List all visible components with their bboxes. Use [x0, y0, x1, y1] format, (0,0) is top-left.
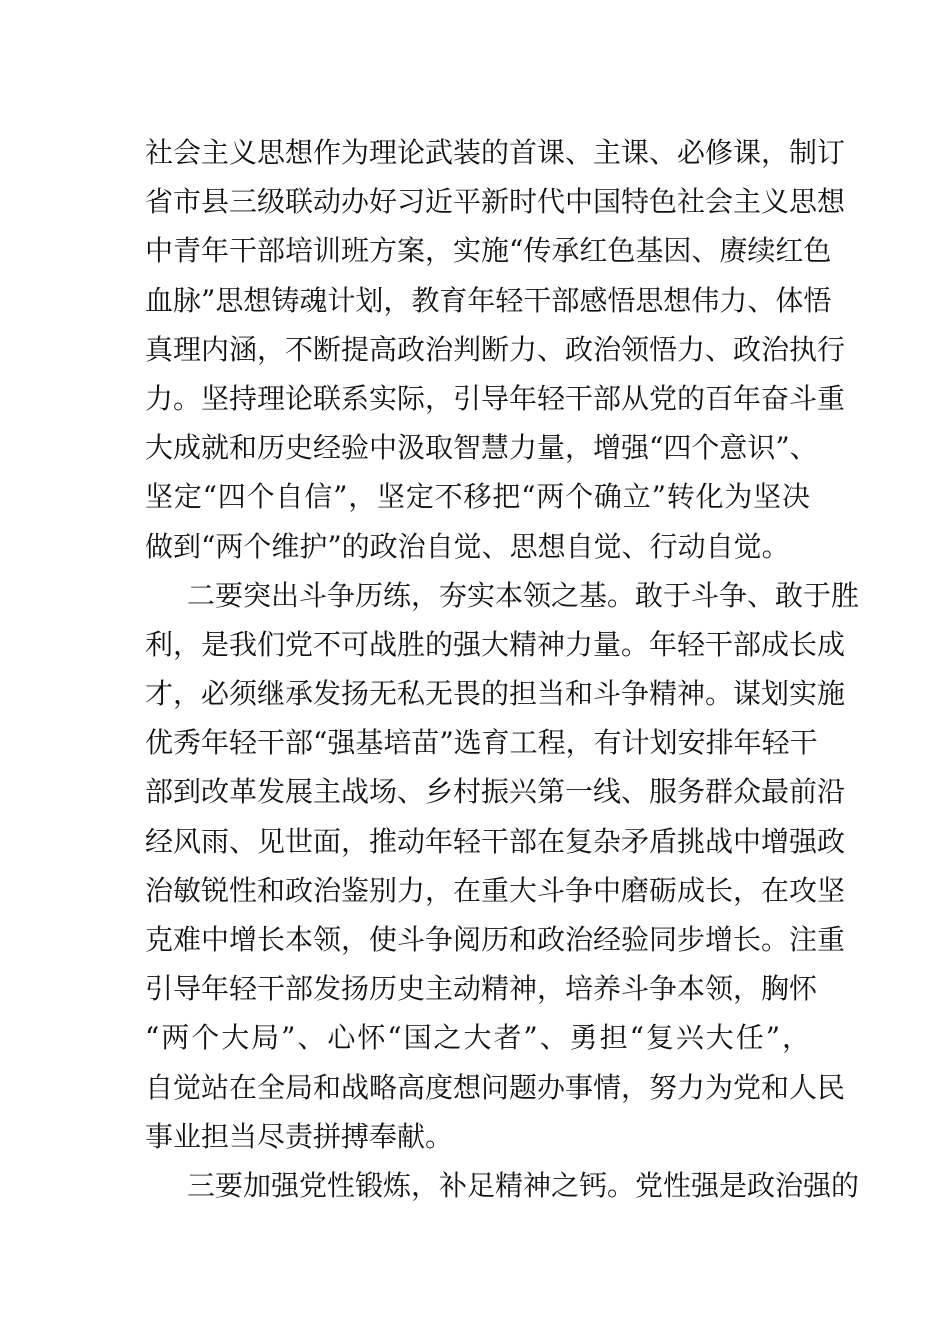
text-line: 血脉”思想铸魂计划，教育年轻干部感悟思想伟力、体悟	[145, 283, 832, 317]
text-line: 做到“两个维护”的政治自觉、思想自觉、行动自觉。	[145, 529, 790, 563]
text-line: 部到改革发展主战场、乡村振兴第一线、服务群众最前沿	[145, 775, 846, 809]
text-line: 社会主义思想作为理论武装的首课、主课、必修课，制订	[145, 136, 846, 169]
text-line: 事业担当尽责拼搏奉献。	[145, 1119, 454, 1153]
text-line: 优秀年轻干部“强基培苗”选育工程，有计划安排年轻干	[145, 726, 818, 760]
text-line: “两个大局”、心怀“国之大者”、勇担“复兴大任”，	[145, 1021, 810, 1055]
text-line: 省市县三级联动办好习近平新时代中国特色社会主义思想	[145, 185, 846, 219]
text-line: 利，是我们党不可战胜的强大精神力量。年轻干部成长成	[145, 627, 846, 661]
text-line: 三要加强党性锻炼，补足精神之钙。党性强是政治强的	[187, 1168, 860, 1202]
text-line: 自觉站在全局和战略高度想问题办事情，努力为党和人民	[145, 1070, 846, 1104]
text-line: 大成就和历史经验中汲取智慧力量，增强“四个意识”、	[145, 431, 818, 465]
text-line: 经风雨、见世面，推动年轻干部在复杂矛盾挑战中增强政	[145, 824, 846, 858]
text-line: 引导年轻干部发扬历史主动精神，培养斗争本领，胸怀	[145, 972, 818, 1006]
text-line: 中青年干部培训班方案，实施“传承红色基因、赓续红色	[145, 234, 832, 268]
text-line: 治敏锐性和政治鉴别力，在重大斗争中磨砺成长，在攻坚	[145, 873, 846, 907]
text-line: 克难中增长本领，使斗争阅历和政治经验同步增长。注重	[145, 923, 846, 956]
text-line: 力。坚持理论联系实际，引导年轻干部从党的百年奋斗重	[145, 381, 846, 415]
text-line: 才，必须继承发扬无私无畏的担当和斗争精神。谋划实施	[145, 677, 846, 711]
text-line: 真理内涵，不断提高政治判断力、政治领悟力、政治执行	[145, 332, 846, 366]
text-line: 二要突出斗争历练，夯实本领之基。敢于斗争、敢于胜	[187, 578, 860, 612]
body-text	[145, 128, 860, 1210]
text-line: 坚定“四个自信”，坚定不移把“两个确立”转化为坚决	[145, 480, 810, 514]
